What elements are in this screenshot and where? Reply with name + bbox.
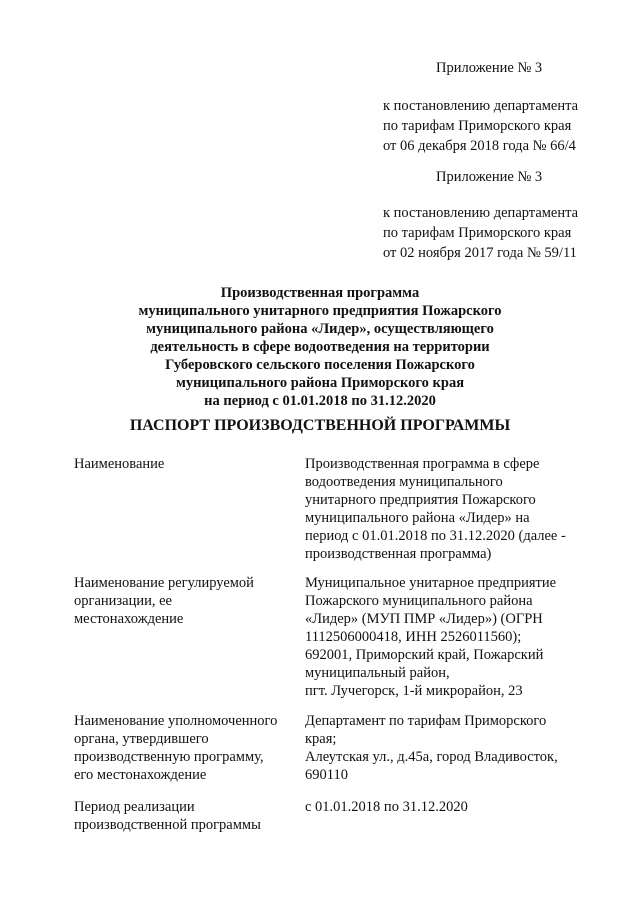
program-title-line: деятельность в сфере водоотведения на территории — [150, 339, 490, 355]
value-line: Производственная программа в сфере — [305, 456, 540, 472]
label-line: Наименование уполномоченного — [74, 713, 278, 729]
label-line: органа, утвердившего — [74, 731, 209, 747]
label-line: производственной программы — [74, 817, 261, 833]
program-title-line: муниципального района Приморского края — [175, 375, 465, 391]
appendix-reference-1 — [383, 96, 578, 156]
program-title-line: Губеровского сельского поселения Пожарского — [165, 357, 475, 373]
row-label-period — [74, 798, 299, 834]
label-line: Наименование — [74, 456, 165, 472]
appendix-title-2: Приложение № 3 — [436, 169, 543, 185]
value-line: 692001, Приморский край, Пожарский — [305, 647, 544, 663]
row-label-organization — [74, 574, 299, 628]
program-title-line: муниципального района «Лидер», осуществляющего — [146, 321, 494, 337]
value-line: период с 01.01.2018 по 31.12.2020 (далее - — [305, 528, 566, 544]
value-line: края; — [305, 731, 337, 747]
value-line: пгт. Лучегорск, 1-й микрорайон, 23 — [305, 683, 523, 699]
row-value-authority — [305, 712, 595, 784]
appendix-reference-line: от 06 декабря 2018 года № 66/4 — [383, 138, 576, 154]
value-line: с 01.01.2018 по 31.12.2020 — [305, 799, 468, 815]
row-value-period — [305, 798, 595, 816]
value-line: Пожарского муниципального района — [305, 593, 533, 609]
value-line: производственная программа) — [305, 546, 492, 562]
appendix-title-1: Приложение № 3 — [436, 60, 543, 76]
row-label-authority — [74, 712, 299, 784]
passport-title: ПАСПОРТ ПРОИЗВОДСТВЕННОЙ ПРОГРАММЫ — [129, 417, 511, 434]
row-value-organization — [305, 574, 595, 700]
program-title-line: Производственная программа — [220, 285, 420, 301]
value-line: 690110 — [305, 767, 348, 783]
value-line: муниципального района «Лидер» на — [305, 510, 530, 526]
value-line: Муниципальное унитарное предприятие — [305, 575, 557, 591]
value-line: 1112506000418, ИНН 2526011560); — [305, 629, 522, 645]
appendix-reference-line: по тарифам Приморского края — [383, 225, 572, 241]
program-title-line: на период с 01.01.2018 по 31.12.2020 — [204, 393, 436, 409]
value-line: унитарного предприятия Пожарского — [305, 492, 536, 508]
value-line: водоотведения муниципального — [305, 474, 503, 490]
label-line: организации, ее — [74, 593, 172, 609]
value-line: Алеутская ул., д.45а, город Владивосток, — [305, 749, 558, 765]
program-title — [0, 284, 640, 410]
value-line: Департамент по тарифам Приморского — [305, 713, 547, 729]
row-label-name — [74, 455, 299, 473]
label-line: его местонахождение — [74, 767, 207, 783]
appendix-reference-line: по тарифам Приморского края — [383, 118, 572, 134]
value-line: муниципальный район, — [305, 665, 450, 681]
appendix-reference-2 — [383, 203, 578, 263]
appendix-reference-line: от 02 ноября 2017 года № 59/11 — [383, 245, 577, 261]
label-line: Наименование регулируемой — [74, 575, 254, 591]
row-value-name — [305, 455, 595, 563]
label-line: местонахождение — [74, 611, 184, 627]
label-line: Период реализации — [74, 799, 195, 815]
value-line: «Лидер» (МУП ПМР «Лидер») (ОГРН — [305, 611, 543, 627]
label-line: производственную программу, — [74, 749, 264, 765]
appendix-reference-line: к постановлению департамента — [383, 98, 579, 114]
appendix-reference-line: к постановлению департамента — [383, 205, 579, 221]
program-title-line: муниципального унитарного предприятия Пожарского — [138, 303, 502, 319]
